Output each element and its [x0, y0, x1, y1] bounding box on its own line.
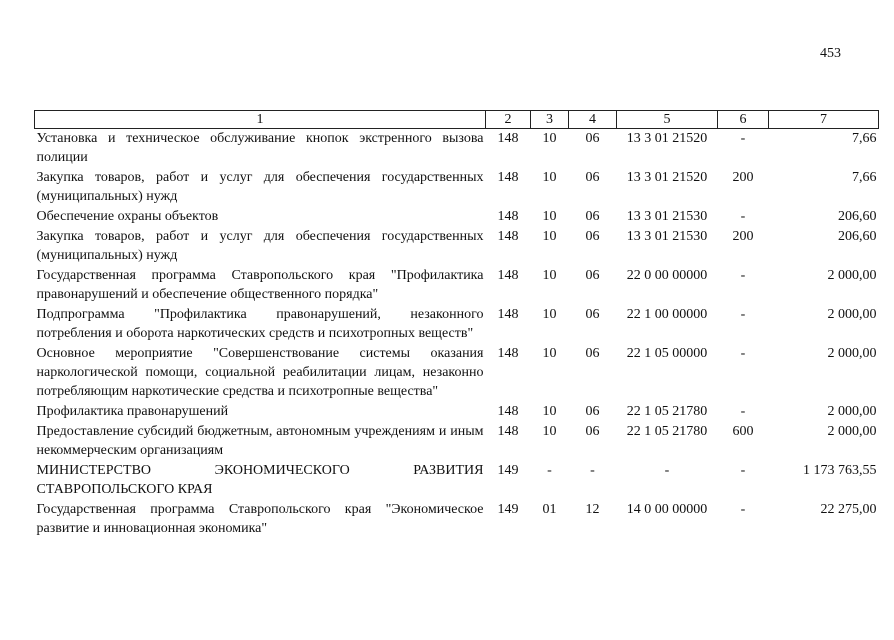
row-code-6: 200	[732, 229, 754, 244]
row-code-5: 22 1 05 00000	[626, 346, 708, 361]
row-code-2: 148	[497, 229, 519, 244]
row-code-5: 13 3 01 21530	[626, 229, 708, 244]
row-code-3: 01	[542, 502, 557, 517]
table-row-ministry	[35, 461, 879, 500]
row-code-6: -	[740, 502, 746, 517]
row-code-4: 06	[585, 170, 600, 185]
row-code-4: 06	[585, 131, 600, 146]
row-code-3: 10	[542, 131, 557, 146]
row-code-5: 22 1 00 00000	[626, 307, 708, 322]
row-name: Закупка товаров, работ и услуг для обеспечения государственных (муниципальных) нужд	[36, 170, 484, 204]
table-row	[35, 500, 879, 539]
row-amount: 7,66	[852, 170, 877, 185]
header-col-5: 5	[617, 111, 718, 129]
row-code-5: 13 3 01 21520	[626, 131, 708, 146]
table-row	[35, 422, 879, 461]
row-name: Предоставление субсидий бюджетным, автономным учреждениям и иным некоммерческим организациям	[36, 424, 484, 458]
header-col-4: 4	[569, 111, 617, 129]
row-code-6: -	[740, 307, 746, 322]
row-code-3: 10	[542, 170, 557, 185]
row-amount: 2 000,00	[827, 404, 877, 419]
row-code-5: 22 0 00 00000	[626, 268, 708, 283]
row-name: Государственная программа Ставропольского края "Профилактика правонарушений и обеспечение общественного порядка"	[36, 268, 484, 302]
row-name: Закупка товаров, работ и услуг для обеспечения государственных (муниципальных) нужд	[36, 229, 484, 263]
row-name: Основное мероприятие "Совершенствование системы оказания наркологической помощи, социальной реабилитации лицам, незаконно потребляющим наркотические средства и психотропные вещества"	[36, 346, 484, 399]
row-code-2: 148	[497, 346, 519, 361]
row-code-5: -	[664, 463, 670, 478]
row-code-2: 149	[497, 502, 519, 517]
row-code-5: 13 3 01 21530	[626, 209, 708, 224]
row-code-4: 06	[585, 307, 600, 322]
row-amount: 2 000,00	[827, 268, 877, 283]
ministry-name-line-1: МИНИСТЕРСТВО ЭКОНОМИЧЕСКОГО РАЗВИТИЯ	[36, 463, 484, 478]
row-code-3: 10	[542, 268, 557, 283]
row-code-2: 148	[497, 209, 519, 224]
row-code-4: 06	[585, 209, 600, 224]
row-name: Подпрограмма "Профилактика правонарушений, незаконного потребления и оборота наркотических средств и психотропных веществ"	[36, 307, 484, 341]
row-code-6: -	[740, 463, 746, 478]
row-name	[35, 461, 486, 500]
header-col-6: 6	[718, 111, 769, 129]
budget-table	[34, 110, 879, 539]
row-code-5: 13 3 01 21520	[626, 170, 708, 185]
row-name: Профилактика правонарушений	[36, 404, 229, 419]
row-amount: 206,60	[838, 209, 877, 224]
table-row	[35, 227, 879, 266]
row-code-3: 10	[542, 404, 557, 419]
row-amount: 2 000,00	[827, 307, 877, 322]
row-name: Обеспечение охраны объектов	[36, 209, 219, 224]
row-amount: 7,66	[852, 131, 877, 146]
header-col-3: 3	[531, 111, 569, 129]
row-code-2: 148	[497, 404, 519, 419]
row-amount: 1 173 763,55	[803, 463, 877, 478]
table-row	[35, 305, 879, 344]
page-number: 453	[820, 46, 841, 61]
row-code-2: 148	[497, 424, 519, 439]
row-amount: 2 000,00	[827, 346, 877, 361]
row-code-4: 12	[585, 502, 600, 517]
row-code-2: 148	[497, 131, 519, 146]
row-code-2: 149	[497, 463, 519, 478]
row-code-2: 148	[497, 170, 519, 185]
table-row	[35, 207, 879, 227]
row-amount: 2 000,00	[827, 424, 877, 439]
row-code-6: -	[740, 404, 746, 419]
row-code-3: 10	[542, 209, 557, 224]
row-code-6: 600	[732, 424, 754, 439]
row-code-3: 10	[542, 424, 557, 439]
row-code-5: 22 1 05 21780	[626, 424, 708, 439]
row-code-6: -	[740, 131, 746, 146]
header-row	[35, 111, 879, 129]
row-code-4: 06	[585, 404, 600, 419]
row-amount: 22 275,00	[820, 502, 877, 517]
header-col-1: 1	[35, 111, 486, 129]
table-row	[35, 129, 879, 169]
row-code-3: 10	[542, 346, 557, 361]
row-code-4: -	[590, 463, 595, 478]
row-code-6: -	[740, 346, 746, 361]
row-code-5: 22 1 05 21780	[626, 404, 708, 419]
row-code-5: 14 0 00 00000	[626, 502, 708, 517]
table-row	[35, 344, 879, 402]
row-amount: 206,60	[838, 229, 877, 244]
header-col-2: 2	[486, 111, 531, 129]
ministry-name-line-2: СТАВРОПОЛЬСКОГО КРАЯ	[36, 482, 213, 497]
row-code-6: -	[740, 209, 746, 224]
row-code-4: 06	[585, 424, 600, 439]
row-code-3: 10	[542, 307, 557, 322]
table-row	[35, 266, 879, 305]
table-row	[35, 402, 879, 422]
row-code-4: 06	[585, 268, 600, 283]
table-row	[35, 168, 879, 207]
row-code-4: 06	[585, 346, 600, 361]
row-code-6: 200	[732, 170, 754, 185]
row-code-3: 10	[542, 229, 557, 244]
row-code-2: 148	[497, 268, 519, 283]
row-code-2: 148	[497, 307, 519, 322]
row-code-3: -	[547, 463, 552, 478]
row-code-4: 06	[585, 229, 600, 244]
header-col-7: 7	[769, 111, 879, 129]
row-name: Государственная программа Ставропольского края "Экономическое развитие и инновационная экономика"	[36, 502, 484, 536]
row-name: Установка и техническое обслуживание кнопок экстренного вызова полиции	[36, 131, 484, 165]
row-code-6: -	[740, 268, 746, 283]
